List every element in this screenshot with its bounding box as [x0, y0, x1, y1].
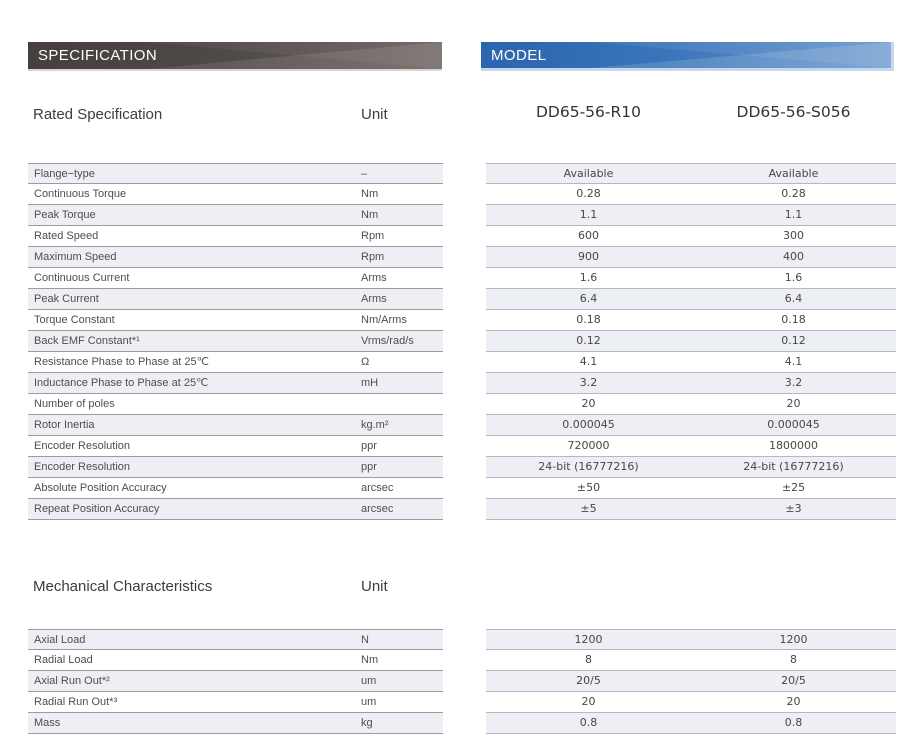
table-row — [28, 352, 896, 373]
row-label-cell — [28, 310, 443, 331]
row-label: Repeat Position Accuracy — [34, 503, 160, 515]
row-value-col1: 0.28 — [576, 187, 601, 200]
table-row — [28, 289, 896, 310]
row-value-col1: Available — [563, 167, 614, 180]
row-unit: ppr — [361, 461, 377, 473]
row-label-cell — [28, 499, 443, 520]
row-values-cell — [486, 310, 896, 331]
row-label: Flange−type — [34, 168, 95, 180]
row-label-cell — [28, 268, 443, 289]
row-label: Maximum Speed — [34, 251, 117, 263]
row-value-col1: 6.4 — [579, 292, 598, 305]
row-label-cell — [28, 650, 443, 671]
row-value-col1: 600 — [578, 229, 599, 242]
mechanical-characteristics-table — [28, 629, 896, 734]
row-label: Mass — [34, 717, 61, 729]
table-row — [28, 713, 896, 734]
row-unit: Nm — [361, 209, 379, 221]
row-values-cell — [486, 268, 896, 289]
rated-unit-header: Unit — [361, 106, 388, 123]
row-value-col2: 0.000045 — [767, 418, 820, 431]
row-label-cell — [28, 247, 443, 268]
row-values-cell — [486, 352, 896, 373]
row-label-cell — [28, 394, 443, 415]
row-label-cell — [28, 352, 443, 373]
row-value-col2: Available — [768, 167, 819, 180]
table-row — [28, 415, 896, 436]
row-label: Absolute Position Accuracy — [34, 482, 167, 494]
table-column-gap — [443, 478, 486, 499]
row-label: Torque Constant — [34, 314, 115, 326]
table-row — [28, 163, 896, 184]
row-values-cell — [486, 163, 896, 184]
row-label: Back EMF Constant*¹ — [34, 335, 140, 347]
table-row — [28, 331, 896, 352]
row-label-cell — [28, 205, 443, 226]
specification-banner-label: SPECIFICATION — [38, 47, 158, 64]
row-values-cell — [486, 650, 896, 671]
row-unit: um — [361, 675, 377, 687]
model-banner — [481, 42, 894, 71]
mechanical-characteristics-title: Mechanical Characteristics — [33, 578, 213, 595]
table-row — [28, 671, 896, 692]
table-row — [28, 205, 896, 226]
table-column-gap — [443, 650, 486, 671]
row-unit: mH — [361, 377, 379, 389]
table-row — [28, 184, 896, 205]
row-value-col1: 900 — [578, 250, 599, 263]
table-column-gap — [443, 373, 486, 394]
row-label: Number of poles — [34, 398, 115, 410]
row-value-col1: 0.000045 — [562, 418, 615, 431]
row-value-col2: 20 — [786, 695, 801, 708]
row-label-cell — [28, 671, 443, 692]
table-column-gap — [443, 163, 486, 184]
row-value-col1: ±50 — [576, 481, 601, 494]
row-label-cell — [28, 629, 443, 650]
row-value-col2: 4.1 — [784, 355, 803, 368]
row-values-cell — [486, 478, 896, 499]
table-column-gap — [443, 268, 486, 289]
row-unit: N — [361, 634, 369, 646]
row-label: Continuous Torque — [34, 188, 127, 200]
table-column-gap — [443, 184, 486, 205]
row-values-cell — [486, 436, 896, 457]
row-value-col2: 1200 — [779, 633, 808, 646]
row-label-cell — [28, 692, 443, 713]
row-unit: Nm — [361, 654, 379, 666]
table-row — [28, 394, 896, 415]
table-row — [28, 457, 896, 478]
row-values-cell — [486, 394, 896, 415]
row-unit: Ω — [361, 356, 370, 368]
row-unit: Rpm — [361, 230, 385, 242]
row-value-col2: ±3 — [785, 502, 802, 515]
row-values-cell — [486, 457, 896, 478]
row-values-cell — [486, 692, 896, 713]
row-value-col2: 1.1 — [784, 208, 803, 221]
table-column-gap — [443, 331, 486, 352]
row-values-cell — [486, 415, 896, 436]
row-label: Peak Torque — [34, 209, 96, 221]
row-label: Axial Run Out*² — [34, 675, 110, 687]
model-banner-label: MODEL — [491, 47, 547, 64]
table-row — [28, 268, 896, 289]
row-value-col1: 1.6 — [579, 271, 598, 284]
row-unit: Nm/Arms — [361, 314, 407, 326]
row-value-col2: 0.28 — [781, 187, 806, 200]
row-value-col2: 8 — [790, 653, 797, 666]
row-value-col2: 20/5 — [781, 674, 806, 687]
table-row — [28, 247, 896, 268]
row-values-cell — [486, 226, 896, 247]
row-unit: kg.m² — [361, 419, 389, 431]
row-label-cell — [28, 289, 443, 310]
row-unit: Rpm — [361, 251, 385, 263]
table-row — [28, 692, 896, 713]
row-unit: arcsec — [361, 503, 394, 515]
row-values-cell — [486, 205, 896, 226]
row-value-col2: 24-bit (16777216) — [743, 460, 844, 473]
table-column-gap — [443, 415, 486, 436]
row-unit: Vrms/rad/s — [361, 335, 414, 347]
table-column-gap — [443, 310, 486, 331]
row-label: Encoder Resolution — [34, 461, 131, 473]
row-label-cell — [28, 457, 443, 478]
row-value-col1: 3.2 — [579, 376, 598, 389]
table-row — [28, 650, 896, 671]
mechanical-unit-header: Unit — [361, 578, 388, 595]
row-value-col1: 1.1 — [579, 208, 598, 221]
table-column-gap — [443, 205, 486, 226]
table-column-gap — [443, 226, 486, 247]
row-label-cell — [28, 163, 443, 184]
row-label: Axial Load — [34, 634, 86, 646]
row-value-col1: 24-bit (16777216) — [538, 460, 639, 473]
row-label: Resistance Phase to Phase at 25℃ — [34, 356, 210, 368]
row-value-col2: 0.12 — [781, 334, 806, 347]
row-unit: arcsec — [361, 482, 394, 494]
table-column-gap — [443, 436, 486, 457]
row-label: Continuous Current — [34, 272, 130, 284]
row-label-cell — [28, 436, 443, 457]
model-name-col1: DD65-56-R10 — [536, 103, 641, 121]
row-value-col2: 1800000 — [769, 439, 818, 452]
row-values-cell — [486, 289, 896, 310]
row-value-col2: 1.6 — [784, 271, 803, 284]
row-values-cell — [486, 499, 896, 520]
row-value-col1: 4.1 — [579, 355, 598, 368]
row-value-col2: 300 — [783, 229, 804, 242]
rated-specification-title: Rated Specification — [33, 106, 163, 123]
row-values-cell — [486, 629, 896, 650]
row-value-col2: ±25 — [781, 481, 806, 494]
row-value-col1: 20 — [581, 695, 596, 708]
row-label-cell — [28, 373, 443, 394]
table-column-gap — [443, 289, 486, 310]
row-label: Radial Run Out*³ — [34, 696, 118, 708]
row-values-cell — [486, 373, 896, 394]
row-value-col2: 20 — [786, 397, 801, 410]
row-unit: Arms — [361, 293, 387, 305]
row-value-col2: 400 — [783, 250, 804, 263]
row-label-cell — [28, 184, 443, 205]
row-label: Rotor Inertia — [34, 419, 95, 431]
row-value-col2: 0.18 — [781, 313, 806, 326]
row-label-cell — [28, 415, 443, 436]
row-value-col1: 8 — [585, 653, 592, 666]
row-value-col1: 0.12 — [576, 334, 601, 347]
row-label-cell — [28, 713, 443, 734]
table-column-gap — [443, 713, 486, 734]
row-label: Peak Current — [34, 293, 99, 305]
row-label-cell — [28, 226, 443, 247]
table-row — [28, 436, 896, 457]
row-unit: um — [361, 696, 377, 708]
table-column-gap — [443, 352, 486, 373]
row-values-cell — [486, 713, 896, 734]
row-value-col1: 0.18 — [576, 313, 601, 326]
row-unit: kg — [361, 717, 373, 729]
row-label: Encoder Resolution — [34, 440, 131, 452]
row-value-col1: 0.8 — [579, 716, 598, 729]
row-value-col1: ±5 — [580, 502, 597, 515]
table-row — [28, 226, 896, 247]
table-row — [28, 310, 896, 331]
row-values-cell — [486, 184, 896, 205]
row-label: Radial Load — [34, 654, 93, 666]
table-column-gap — [443, 629, 486, 650]
table-row — [28, 629, 896, 650]
table-column-gap — [443, 247, 486, 268]
row-value-col2: 6.4 — [784, 292, 803, 305]
row-value-col1: 720000 — [567, 439, 610, 452]
table-column-gap — [443, 499, 486, 520]
row-values-cell — [486, 247, 896, 268]
row-unit: – — [361, 168, 368, 180]
row-value-col1: 20/5 — [576, 674, 601, 687]
row-values-cell — [486, 331, 896, 352]
table-column-gap — [443, 457, 486, 478]
table-row — [28, 499, 896, 520]
table-column-gap — [443, 394, 486, 415]
row-unit: Arms — [361, 272, 387, 284]
row-value-col2: 3.2 — [784, 376, 803, 389]
row-label-cell — [28, 331, 443, 352]
rated-specification-table — [28, 163, 896, 520]
row-value-col2: 0.8 — [784, 716, 803, 729]
row-unit: ppr — [361, 440, 377, 452]
row-values-cell — [486, 671, 896, 692]
model-name-col2: DD65-56-S056 — [736, 103, 851, 121]
row-unit: Nm — [361, 188, 379, 200]
table-column-gap — [443, 692, 486, 713]
row-label: Inductance Phase to Phase at 25℃ — [34, 377, 209, 389]
row-label-cell — [28, 478, 443, 499]
row-value-col1: 1200 — [574, 633, 603, 646]
table-row — [28, 373, 896, 394]
specification-banner — [28, 42, 442, 71]
table-row — [28, 478, 896, 499]
row-value-col1: 20 — [581, 397, 596, 410]
table-column-gap — [443, 671, 486, 692]
row-label: Rated Speed — [34, 230, 99, 242]
